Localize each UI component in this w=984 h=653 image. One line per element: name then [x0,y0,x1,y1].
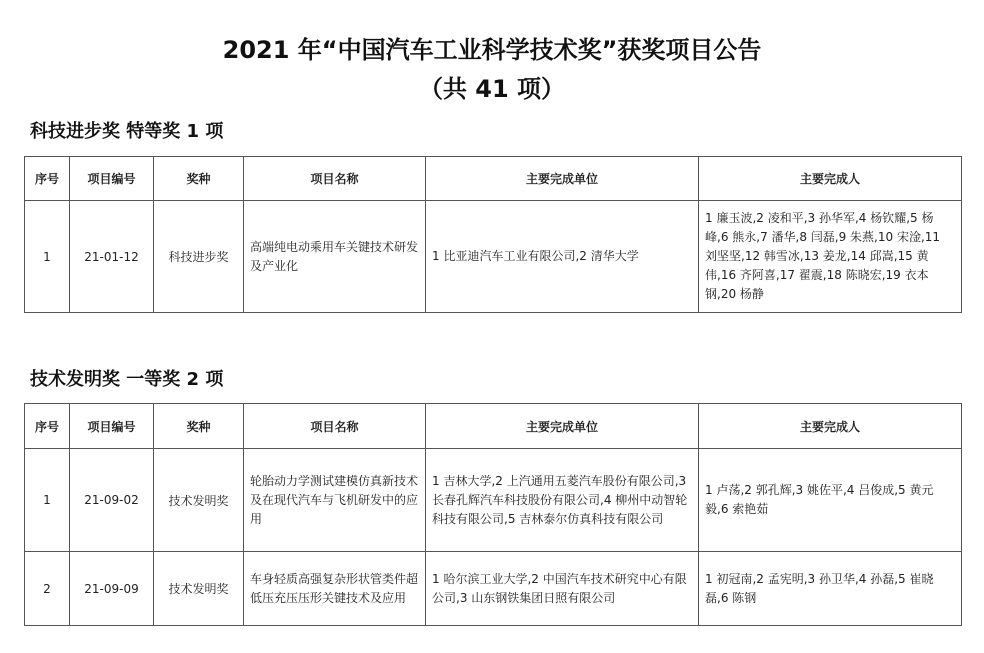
table-invention-award [24,403,962,626]
cell-type: 技术发明奖 [154,449,244,552]
page-subtitle: （共 41 项） [418,75,566,103]
table-row [25,201,962,313]
cell-units: 1 吉林大学,2 上汽通用五菱汽车股份有限公司,3 长春孔辉汽车科技股份有限公司,4 柳州中动智轮科技有限公司,5 吉林泰尔仿真科技有限公司 [426,449,699,552]
table-header-row [25,404,962,449]
section-title-progress-award: 科技进步奖 特等奖 1 项 [30,121,224,142]
cell-name: 车身轻质高强复杂形状管类件超低压充压压形关键技术及应用 [244,552,426,626]
cell-people: 1 廉玉波,2 凌和平,3 孙华军,4 杨钦耀,5 杨峰,6 熊永,7 潘华,8 闫磊,9 朱燕,10 宋淦,11 刘坚坚,12 韩雪冰,13 姜龙,14 邱嵩,15 黄伟,16 齐阿喜,17 翟震,18 陈晓宏,19 衣本钢,20 杨静 [699,201,962,313]
cell-name: 高端纯电动乘用车关键技术研发及产业化 [244,201,426,313]
header-people: 主要完成人 [699,157,962,201]
cell-code: 21-09-09 [70,552,154,626]
header-no: 序号 [25,157,70,201]
cell-no: 2 [25,552,70,626]
table-progress-award [24,156,962,313]
cell-units: 1 哈尔滨工业大学,2 中国汽车技术研究中心有限公司,3 山东钢铁集团日照有限公司 [426,552,699,626]
header-units: 主要完成单位 [426,404,699,449]
header-code: 项目编号 [70,157,154,201]
cell-type: 技术发明奖 [154,552,244,626]
section-title-invention-award: 技术发明奖 一等奖 2 项 [30,369,224,390]
cell-name: 轮胎动力学测试建模仿真新技术及在现代汽车与飞机研发中的应用 [244,449,426,552]
cell-code: 21-09-02 [70,449,154,552]
cell-people: 1 卢荡,2 郭孔辉,3 姚佐平,4 吕俊成,5 黄元毅,6 索艳茹 [699,449,962,552]
table-header-row [25,157,962,201]
header-type: 奖种 [154,157,244,201]
header-units: 主要完成单位 [426,157,699,201]
header-type: 奖种 [154,404,244,449]
header-name: 项目名称 [244,404,426,449]
header-name: 项目名称 [244,157,426,201]
table-row [25,449,962,552]
header-people: 主要完成人 [699,404,962,449]
header-code: 项目编号 [70,404,154,449]
cell-people: 1 初冠南,2 孟宪明,3 孙卫华,4 孙磊,5 崔晓磊,6 陈钢 [699,552,962,626]
cell-units: 1 比亚迪汽车工业有限公司,2 清华大学 [426,201,699,313]
cell-no: 1 [25,201,70,313]
header-no: 序号 [25,404,70,449]
page-title: 2021 年“中国汽车工业科学技术奖”获奖项目公告 [222,36,762,64]
table-row [25,552,962,626]
cell-code: 21-01-12 [70,201,154,313]
cell-type: 科技进步奖 [154,201,244,313]
cell-no: 1 [25,449,70,552]
